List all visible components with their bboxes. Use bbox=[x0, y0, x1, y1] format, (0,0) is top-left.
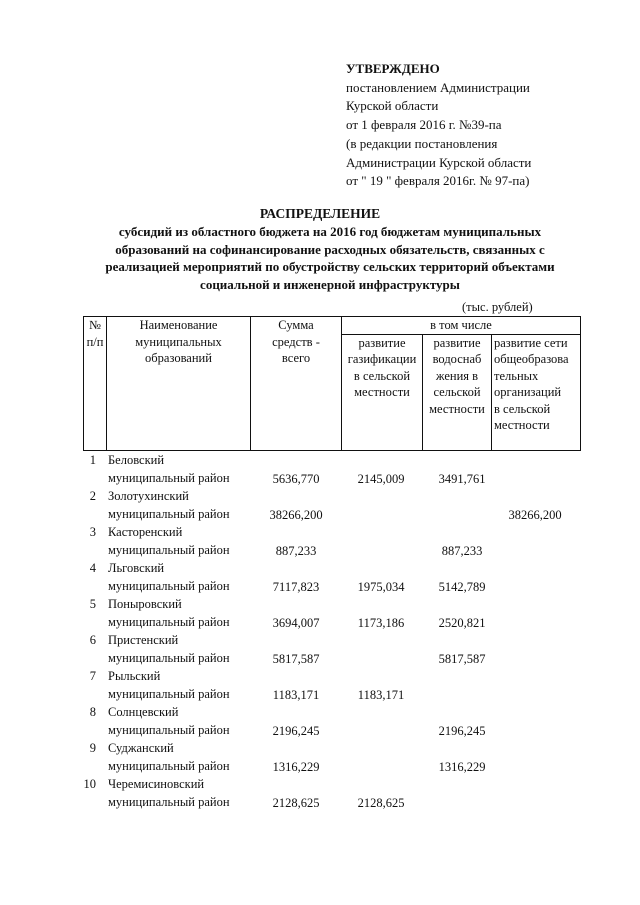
row-type: муниципальный район bbox=[108, 543, 230, 557]
row-total: 3694,007 bbox=[272, 616, 320, 630]
header-edu: развитие сети общеобразова тельных организаций в сельской местности bbox=[492, 334, 581, 450]
row-type: муниципальный район bbox=[108, 687, 230, 701]
subtitle-line: образований на софинансирование расходных обязательств, связанных с bbox=[115, 241, 545, 257]
row-name: Поныровский bbox=[108, 597, 182, 611]
row-water: 5142,789 bbox=[438, 580, 486, 594]
header-including: в том числе bbox=[342, 317, 581, 335]
row-type: муниципальный район bbox=[108, 759, 230, 773]
row-num: 5 bbox=[89, 597, 96, 611]
row-total: 38266,200 bbox=[269, 508, 323, 522]
row-name: Рыльский bbox=[108, 669, 161, 683]
row-total: 2196,245 bbox=[272, 724, 320, 738]
row-type: муниципальный район bbox=[108, 507, 230, 521]
row-gas: 2145,009 bbox=[357, 472, 405, 486]
approval-line: (в редакции постановления bbox=[346, 135, 498, 151]
document-subtitle bbox=[90, 223, 570, 293]
row-num: 9 bbox=[89, 741, 96, 755]
row-name: Золотухинский bbox=[108, 489, 189, 503]
approval-line-handwritten: от " 19 " февраля 2016г. № 97-па) bbox=[346, 173, 530, 189]
row-name: Касторенский bbox=[108, 525, 183, 539]
row-name: Льговский bbox=[108, 561, 165, 575]
approval-heading: УТВЕРЖДЕНО bbox=[346, 61, 440, 76]
row-edu: 38266,200 bbox=[508, 508, 562, 522]
approval-line: от 1 февраля 2016 г. №39-па bbox=[346, 117, 502, 133]
row-water: 5817,587 bbox=[438, 652, 486, 666]
row-num: 7 bbox=[89, 669, 96, 683]
row-gas: 2128,625 bbox=[357, 796, 405, 810]
header-num: № п/п bbox=[84, 317, 107, 451]
row-num: 2 bbox=[89, 489, 96, 503]
row-type: муниципальный район bbox=[108, 579, 230, 593]
row-total: 887,233 bbox=[275, 544, 317, 558]
row-name: Солнцевский bbox=[108, 705, 179, 719]
row-name: Черемисиновский bbox=[108, 777, 205, 791]
row-gas: 1173,186 bbox=[357, 616, 405, 630]
row-water: 3491,761 bbox=[438, 472, 486, 486]
subtitle-line: субсидий из областного бюджета на 2016 год бюджетам муниципальных bbox=[118, 224, 542, 239]
header-gas: развитие газификации в сельской местности bbox=[342, 334, 423, 450]
approval-line: постановлением Администрации bbox=[346, 79, 530, 95]
header-water: развитие водоснаб жения в сельской местности bbox=[423, 334, 492, 450]
approval-line: Курской области bbox=[346, 98, 439, 114]
row-name: Суджанский bbox=[108, 741, 174, 755]
subtitle-line: реализацией мероприятий по обустройству сельских территорий объектами bbox=[105, 259, 555, 274]
row-water: 887,233 bbox=[441, 544, 483, 558]
approval-line: Администрации Курской области bbox=[346, 154, 532, 170]
table-header bbox=[83, 316, 581, 451]
row-water: 2520,821 bbox=[438, 616, 486, 630]
row-type: муниципальный район bbox=[108, 651, 230, 665]
row-num: 8 bbox=[89, 705, 96, 719]
row-name: Беловский bbox=[108, 453, 165, 467]
subtitle-line: социальной и инженерной инфраструктуры bbox=[200, 276, 460, 292]
row-total: 1316,229 bbox=[272, 760, 320, 774]
row-gas: 1975,034 bbox=[357, 580, 405, 594]
row-num: 4 bbox=[89, 561, 96, 575]
row-total: 5817,587 bbox=[272, 652, 320, 666]
header-sum: Сумма средств - всего bbox=[251, 317, 342, 451]
row-num: 6 bbox=[89, 633, 96, 647]
row-gas: 1183,171 bbox=[357, 688, 405, 702]
row-type: муниципальный район bbox=[108, 723, 230, 737]
row-type: муниципальный район bbox=[108, 795, 230, 809]
row-type: муниципальный район bbox=[108, 471, 230, 485]
units-label: (тыс. рублей) bbox=[462, 300, 533, 314]
row-water: 2196,245 bbox=[438, 724, 486, 738]
row-total: 5636,770 bbox=[272, 472, 320, 486]
row-total: 7117,823 bbox=[272, 580, 320, 594]
row-name: Пристенский bbox=[108, 633, 179, 647]
row-type: муниципальный район bbox=[108, 615, 230, 629]
row-num: 10 bbox=[83, 777, 96, 791]
row-water: 1316,229 bbox=[438, 760, 486, 774]
approval-block bbox=[346, 60, 531, 191]
document-title: РАСПРЕДЕЛЕНИЕ bbox=[259, 206, 381, 221]
row-num: 1 bbox=[89, 453, 96, 467]
header-name: Наименование муниципальных образований bbox=[107, 317, 251, 451]
row-total: 1183,171 bbox=[272, 688, 320, 702]
row-total: 2128,625 bbox=[272, 796, 320, 810]
row-num: 3 bbox=[89, 525, 96, 539]
